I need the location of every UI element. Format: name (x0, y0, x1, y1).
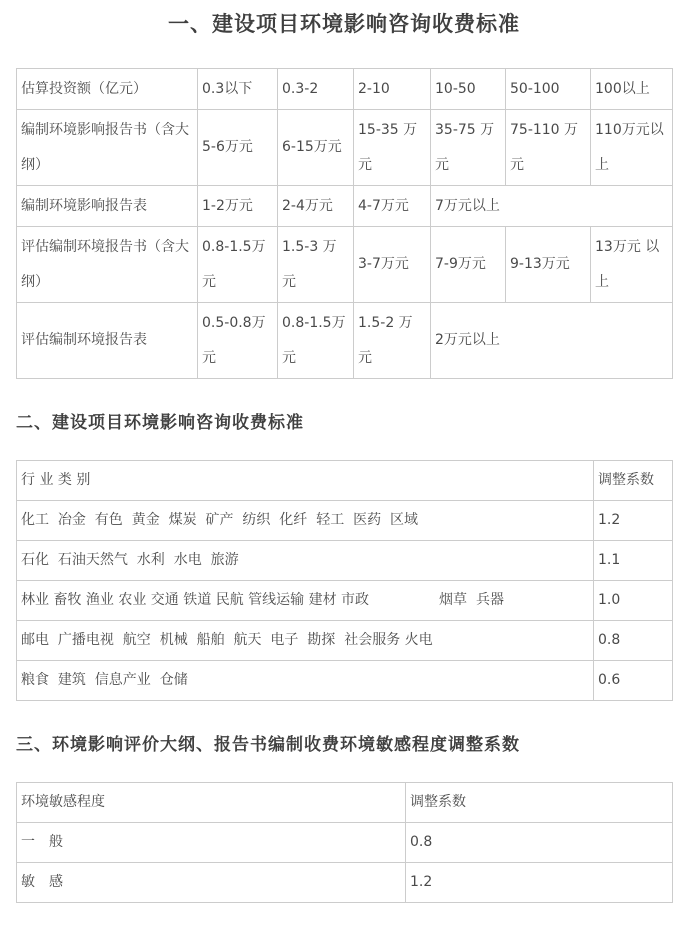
col-header: 10-50 (431, 69, 506, 110)
fee-cell-span: 7万元以上 (431, 186, 673, 227)
fee-cell: 6-15万元 (278, 110, 354, 186)
fee-cell: 35-75 万元 (431, 110, 506, 186)
table-header-row (17, 461, 673, 501)
table-row (17, 661, 673, 701)
industry-list: 石化 石油天然气 水利 水电 旅游 (17, 541, 594, 581)
col-header: 2-10 (354, 69, 431, 110)
fee-cell: 4-7万元 (354, 186, 431, 227)
factor-cell: 0.6 (594, 661, 673, 701)
fee-cell: 13万元 以上 (591, 227, 673, 303)
factor-cell: 1.2 (594, 501, 673, 541)
industry-factor-table (16, 460, 673, 701)
table-row-report-book (17, 110, 673, 186)
table-row (17, 541, 673, 581)
fee-cell: 3-7万元 (354, 227, 431, 303)
row-label: 编制环境影响报告书（含大纲） (17, 110, 198, 186)
fee-standard-table (16, 68, 673, 379)
table-row-assess-form (17, 303, 673, 379)
fee-cell: 75-110 万元 (506, 110, 591, 186)
table-row-report-form (17, 186, 673, 227)
page-title: 一、建设项目环境影响咨询收费标准 (168, 12, 520, 36)
col-header-industry: 行 业 类 别 (17, 461, 594, 501)
industry-list: 化工 冶金 有色 黄金 煤炭 矿产 纺织 化纤 轻工 医药 区域 (17, 501, 594, 541)
table-row (17, 823, 673, 863)
sensitivity-level: 敏 感 (17, 863, 406, 903)
table-row (17, 581, 673, 621)
row-label: 评估编制环境报告表 (17, 303, 198, 379)
fee-cell: 0.8-1.5万元 (198, 227, 278, 303)
col-header: 0.3-2 (278, 69, 354, 110)
factor-cell: 1.0 (594, 581, 673, 621)
table-row (17, 863, 673, 903)
table-row-assess-book (17, 227, 673, 303)
fee-cell: 2-4万元 (278, 186, 354, 227)
table-row (17, 621, 673, 661)
fee-cell: 1.5-2 万元 (354, 303, 431, 379)
col-header-factor: 调整系数 (406, 783, 673, 823)
section-title-sensitivity: 三、环境影响评价大纲、报告书编制收费环境敏感程度调整系数 (16, 735, 520, 755)
fee-cell: 1-2万元 (198, 186, 278, 227)
col-header: 0.3以下 (198, 69, 278, 110)
fee-cell: 9-13万元 (506, 227, 591, 303)
sensitivity-level: 一 般 (17, 823, 406, 863)
section-title-industry: 二、建设项目环境影响咨询收费标准 (16, 413, 304, 433)
col-header: 50-100 (506, 69, 591, 110)
factor-cell: 0.8 (406, 823, 673, 863)
industry-list: 粮食 建筑 信息产业 仓储 (17, 661, 594, 701)
col-header-factor: 调整系数 (594, 461, 673, 501)
fee-cell: 0.8-1.5万元 (278, 303, 354, 379)
fee-cell: 7-9万元 (431, 227, 506, 303)
sensitivity-factor-table (16, 782, 673, 903)
col-header-investment: 估算投资额（亿元） (17, 69, 198, 110)
fee-cell: 15-35 万元 (354, 110, 431, 186)
row-label: 评估编制环境报告书（含大纲） (17, 227, 198, 303)
fee-cell: 0.5-0.8万元 (198, 303, 278, 379)
factor-cell: 0.8 (594, 621, 673, 661)
table-header-row (17, 783, 673, 823)
industry-list: 林业 畜牧 渔业 农业 交通 铁道 民航 管线运输 建材 市政 烟草 兵器 (17, 581, 594, 621)
col-header-sensitivity: 环境敏感程度 (17, 783, 406, 823)
fee-cell-span: 2万元以上 (431, 303, 673, 379)
table-row (17, 501, 673, 541)
fee-cell: 5-6万元 (198, 110, 278, 186)
factor-cell: 1.2 (406, 863, 673, 903)
fee-cell: 110万元以上 (591, 110, 673, 186)
industry-list: 邮电 广播电视 航空 机械 船舶 航天 电子 勘探 社会服务 火电 (17, 621, 594, 661)
fee-cell: 1.5-3 万元 (278, 227, 354, 303)
row-label: 编制环境影响报告表 (17, 186, 198, 227)
col-header: 100以上 (591, 69, 673, 110)
table-header-row (17, 69, 673, 110)
factor-cell: 1.1 (594, 541, 673, 581)
